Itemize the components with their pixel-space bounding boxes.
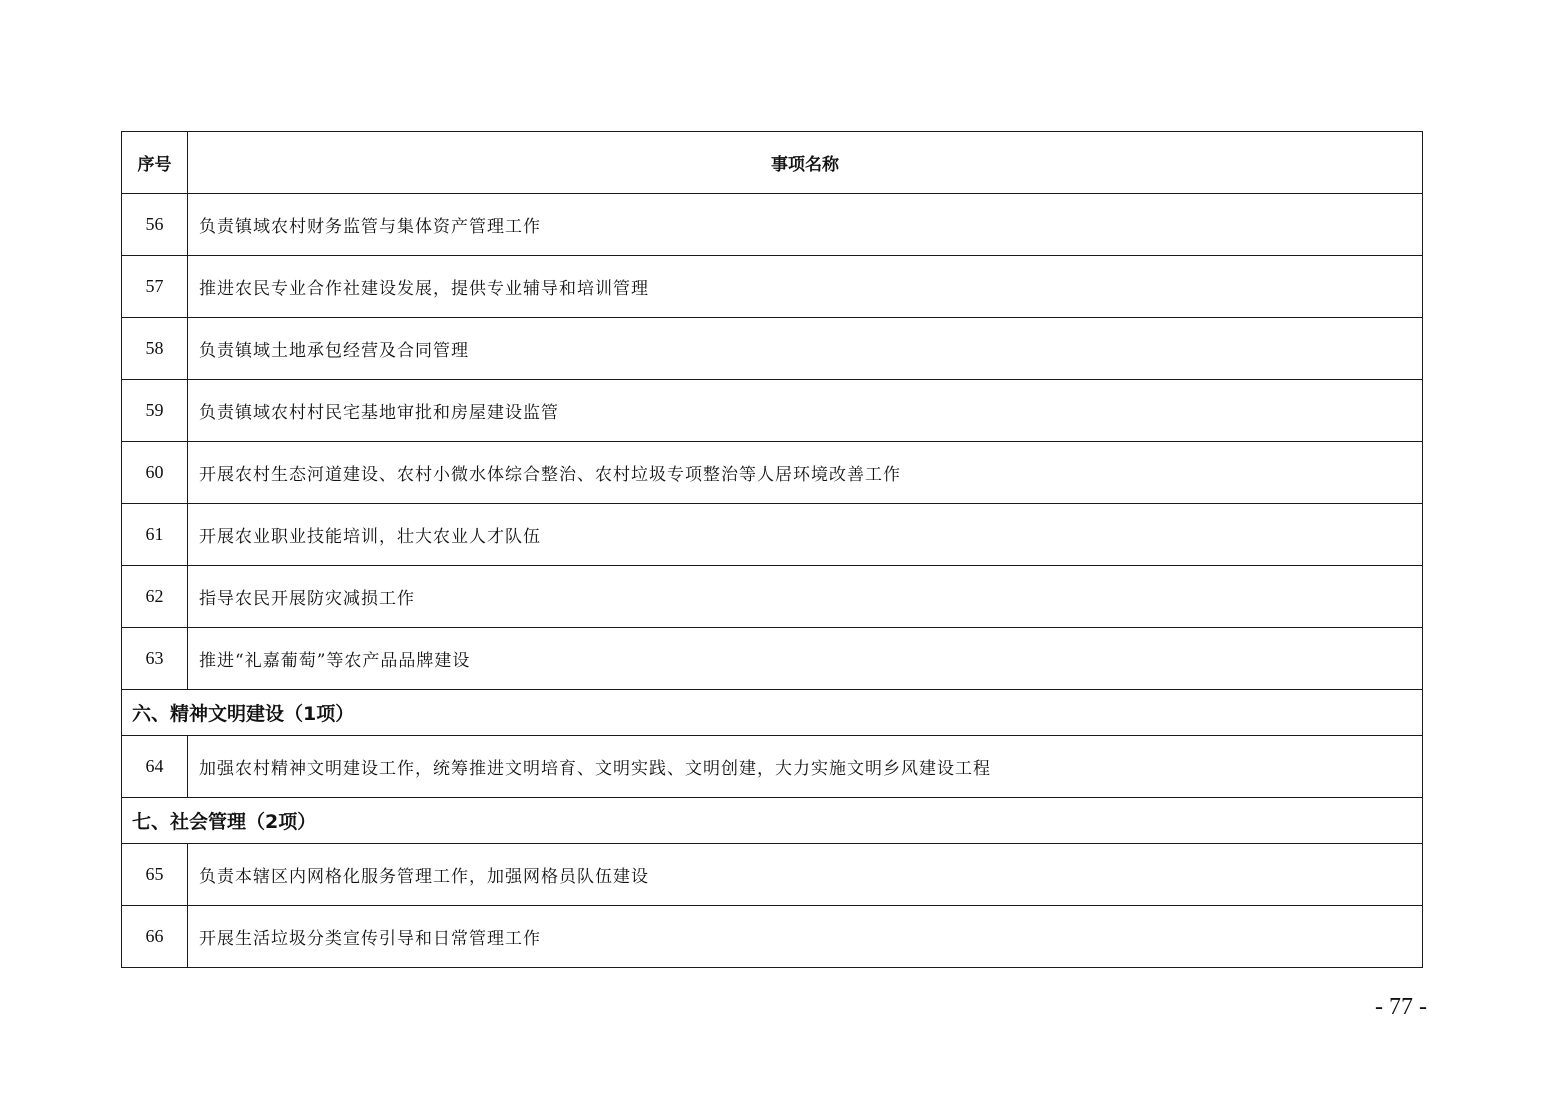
serial-number-cell: 56 xyxy=(122,194,188,256)
serial-number-cell: 65 xyxy=(122,844,188,906)
serial-number-cell: 61 xyxy=(122,504,188,566)
serial-number-cell: 66 xyxy=(122,906,188,968)
table-row xyxy=(122,380,1423,442)
serial-number-cell: 59 xyxy=(122,380,188,442)
item-name-cell: 开展农村生态河道建设、农村小微水体综合整治、农村垃圾专项整治等人居环境改善工作 xyxy=(188,442,1423,504)
serial-number-cell: 62 xyxy=(122,566,188,628)
item-name-cell: 指导农民开展防灾减损工作 xyxy=(188,566,1423,628)
table-row xyxy=(122,906,1423,968)
table-row xyxy=(122,318,1423,380)
table-row xyxy=(122,442,1423,504)
item-name-cell: 负责本辖区内网格化服务管理工作，加强网格员队伍建设 xyxy=(188,844,1423,906)
page-number: - 77 - xyxy=(1375,994,1427,1020)
section-heading: 七、社会管理（2项） xyxy=(122,798,1423,844)
table-row xyxy=(122,194,1423,256)
item-name-cell: 开展农业职业技能培训，壮大农业人才队伍 xyxy=(188,504,1423,566)
item-name-cell: 加强农村精神文明建设工作，统筹推进文明培育、文明实践、文明创建，大力实施文明乡风建设工程 xyxy=(188,736,1423,798)
serial-number-cell: 57 xyxy=(122,256,188,318)
item-name-cell: 负责镇域农村财务监管与集体资产管理工作 xyxy=(188,194,1423,256)
section-heading-row xyxy=(122,798,1423,844)
item-name-cell: 推进农民专业合作社建设发展，提供专业辅导和培训管理 xyxy=(188,256,1423,318)
table-row xyxy=(122,736,1423,798)
item-name-cell: 负责镇域土地承包经营及合同管理 xyxy=(188,318,1423,380)
item-name-cell: 推进“礼嘉葡萄”等农产品品牌建设 xyxy=(188,628,1423,690)
table-header-row xyxy=(122,132,1423,194)
header-item-name: 事项名称 xyxy=(188,132,1423,194)
table-row xyxy=(122,628,1423,690)
serial-number-cell: 64 xyxy=(122,736,188,798)
table-row xyxy=(122,504,1423,566)
serial-number-cell: 58 xyxy=(122,318,188,380)
serial-number-cell: 63 xyxy=(122,628,188,690)
table-row xyxy=(122,256,1423,318)
matters-table xyxy=(121,131,1423,968)
item-name-cell: 开展生活垃圾分类宣传引导和日常管理工作 xyxy=(188,906,1423,968)
serial-number-cell: 60 xyxy=(122,442,188,504)
section-heading-row xyxy=(122,690,1423,736)
table-body xyxy=(122,194,1423,968)
table-row xyxy=(122,566,1423,628)
table-row xyxy=(122,844,1423,906)
header-serial-number: 序号 xyxy=(122,132,188,194)
section-heading: 六、精神文明建设（1项） xyxy=(122,690,1423,736)
item-name-cell: 负责镇域农村村民宅基地审批和房屋建设监管 xyxy=(188,380,1423,442)
